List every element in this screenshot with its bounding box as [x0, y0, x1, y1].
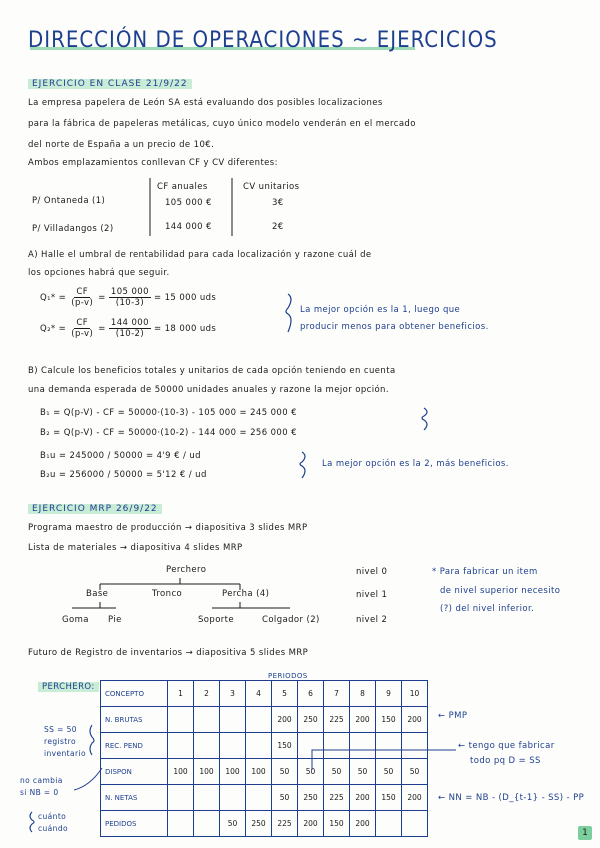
- mrp-cell: 200: [298, 811, 324, 837]
- loc2-cf: 144 000 €: [165, 222, 212, 232]
- col-cf: CF anuales: [157, 182, 208, 192]
- mrp-cell: 250: [298, 785, 324, 811]
- tree-note-1: * Para fabricar un item: [432, 567, 538, 577]
- exercise-1-heading: EJERCICIO EN CLASE 21/9/22: [28, 79, 192, 89]
- mrp-row-label: DISPON: [101, 759, 168, 785]
- ex2-line-1: Programa maestro de producción → diapositiva 3 slides MRP: [28, 523, 308, 533]
- mrp-period-3: 3: [220, 681, 246, 707]
- mrp-cell: 150: [376, 707, 402, 733]
- answer-a-1: La mejor opción es la 1, luego que: [300, 305, 461, 315]
- note-nb-1: no cambia: [20, 776, 63, 785]
- note-cuando-1: cuánto: [38, 812, 67, 821]
- mrp-period-4: 4: [246, 681, 272, 707]
- mrp-cell: 50: [324, 759, 350, 785]
- mrp-cell: 50: [272, 759, 298, 785]
- b1u-formula: B₁u = 245000 / 50000 = 4'9 € / ud: [40, 451, 201, 461]
- note-nn: ← NN = NB - (D_{t-1} - SS) - PP: [438, 793, 585, 803]
- question-a-1: A) Halle el umbral de rentabilidad para cada localización y razone cuál de: [28, 250, 372, 260]
- mrp-cell: 200: [350, 785, 376, 811]
- tree-note-2: de nivel superior necesito: [440, 586, 561, 596]
- note-cuando-2: cuándo: [38, 824, 68, 833]
- mrp-period-6: 6: [298, 681, 324, 707]
- mrp-cell: 225: [272, 811, 298, 837]
- page-title: DIRECCIÓN DE OPERACIONES ~ EJERCICIOS: [28, 28, 498, 53]
- mrp-header-concepto: CONCEPTO: [101, 681, 168, 707]
- mrp-period-1: 1: [168, 681, 194, 707]
- mrp-cell: 50: [376, 759, 402, 785]
- level-1: nivel 1: [356, 590, 388, 600]
- level-0: nivel 0: [356, 567, 388, 577]
- tree-goma: Goma: [62, 615, 89, 625]
- mrp-cell: 100: [168, 759, 194, 785]
- tree-note-3: (?) del nivel inferior.: [440, 604, 535, 614]
- mrp-row-label: REC. PEND: [101, 733, 168, 759]
- mrp-cell: 100: [220, 759, 246, 785]
- mrp-cell: 100: [246, 759, 272, 785]
- ex1-intro-3: del norte de España a un precio de 10€.: [28, 140, 215, 150]
- question-b-1: B) Calcule los beneficios totales y unitarios de cada opción teniendo en cuenta: [28, 366, 396, 376]
- b2u-formula: B₂u = 256000 / 50000 = 5'12 € / ud: [40, 470, 207, 480]
- answer-b: La mejor opción es la 2, más beneficios.: [322, 459, 509, 469]
- mrp-cell: 200: [402, 707, 428, 733]
- mrp-cell: 200: [272, 707, 298, 733]
- question-b-2: una demanda esperada de 50000 unidades anuales y razone la mejor opción.: [28, 385, 389, 395]
- mrp-cell: 150: [324, 811, 350, 837]
- mrp-cell: 250: [246, 811, 272, 837]
- note-pmp: ← PMP: [438, 711, 468, 721]
- mrp-period-10: 10: [402, 681, 428, 707]
- mrp-cell: 50: [402, 759, 428, 785]
- page-number: 1: [578, 826, 592, 840]
- note-fabricar-2: todo pq D = SS: [470, 756, 541, 766]
- mrp-cell: 150: [272, 733, 298, 759]
- mrp-period-8: 8: [350, 681, 376, 707]
- loc1-label: P/ Ontaneda (1): [32, 196, 106, 206]
- mrp-period-2: 2: [194, 681, 220, 707]
- col-cv: CV unitarios: [243, 182, 300, 192]
- b1-formula: B₁ = Q(p-V) - CF = 50000·(10-3) - 105 000 = 245 000 €: [40, 408, 297, 418]
- ex2-line-2: Lista de materiales → diapositiva 4 slides MRP: [28, 543, 243, 553]
- note-ss-2: registro: [44, 737, 76, 746]
- mrp-period-5: 5: [272, 681, 298, 707]
- tree-tronco: Tronco: [152, 589, 183, 599]
- mrp-period-9: 9: [376, 681, 402, 707]
- mrp-row-label: N. BRUTAS: [101, 707, 168, 733]
- ex1-intro-2: para la fábrica de papeleras metálicas, cuyo único modelo venderán en el mercado: [28, 119, 416, 129]
- mrp-cell: 200: [350, 811, 376, 837]
- note-ss-3: inventario: [44, 749, 86, 758]
- loc2-cv: 2€: [272, 222, 284, 232]
- tree-percha: Percha (4): [222, 589, 270, 599]
- mrp-cell: 250: [298, 707, 324, 733]
- loc1-cv: 3€: [272, 198, 284, 208]
- mrp-cell: 200: [350, 707, 376, 733]
- mrp-cell: 50: [350, 759, 376, 785]
- answer-a-2: producir menos para obtener beneficios.: [300, 322, 489, 332]
- registro-line: Futuro de Registro de inventarios → diapositiva 5 slides MRP: [28, 648, 309, 658]
- note-ss-1: SS = 50: [44, 725, 77, 734]
- periods-label: PERIODOS: [268, 672, 308, 680]
- q2-formula: Q₂* = $\frac{CF}{(p-v)}$ = $\frac{144 000}{(10-2)}$ = 18 000 uds: [40, 318, 217, 339]
- b2-formula: B₂ = Q(p-V) - CF = 50000·(10-2) - 144 000 = 256 000 €: [40, 428, 297, 438]
- loc1-cf: 105 000 €: [165, 198, 212, 208]
- tree-soporte: Soporte: [198, 615, 235, 625]
- tree-colgador: Colgador (2): [262, 615, 320, 625]
- mrp-cell: 150: [376, 785, 402, 811]
- q1-formula: Q₁* = $\frac{CF}{(p-v)}$ = $\frac{105 000}{(10-3)}$ = 15 000 uds: [40, 287, 217, 308]
- level-2: nivel 2: [356, 615, 388, 625]
- mrp-cell: 50: [272, 785, 298, 811]
- mrp-period-7: 7: [324, 681, 350, 707]
- ex1-intro-1: La empresa papelera de León SA está evaluando dos posibles localizaciones: [28, 98, 383, 108]
- note-fabricar-1: ← tengo que fabricar: [458, 741, 555, 751]
- mrp-cell: 225: [324, 707, 350, 733]
- mrp-row-label: PEDIDOS: [101, 811, 168, 837]
- ex1-intro-4: Ambos emplazamientos conllevan CF y CV diferentes:: [28, 158, 278, 168]
- tree-base: Base: [86, 589, 109, 599]
- mrp-cell: 100: [194, 759, 220, 785]
- mrp-cell: 225: [324, 785, 350, 811]
- mrp-row-label: N. NETAS: [101, 785, 168, 811]
- mrp-cell: 200: [402, 785, 428, 811]
- tree-root: Perchero: [166, 565, 207, 575]
- question-a-2: los opciones habrá que seguir.: [28, 268, 170, 278]
- loc2-label: P/ Villadangos (2): [32, 224, 114, 234]
- mrp-cell: 50: [220, 811, 246, 837]
- tree-pie: Pie: [108, 615, 122, 625]
- mrp-cell: 50: [298, 759, 324, 785]
- exercise-2-heading: EJERCICIO MRP 26/9/22: [28, 504, 162, 514]
- item-label: PERCHERO:: [38, 682, 99, 692]
- note-nb-2: si NB = 0: [20, 788, 59, 797]
